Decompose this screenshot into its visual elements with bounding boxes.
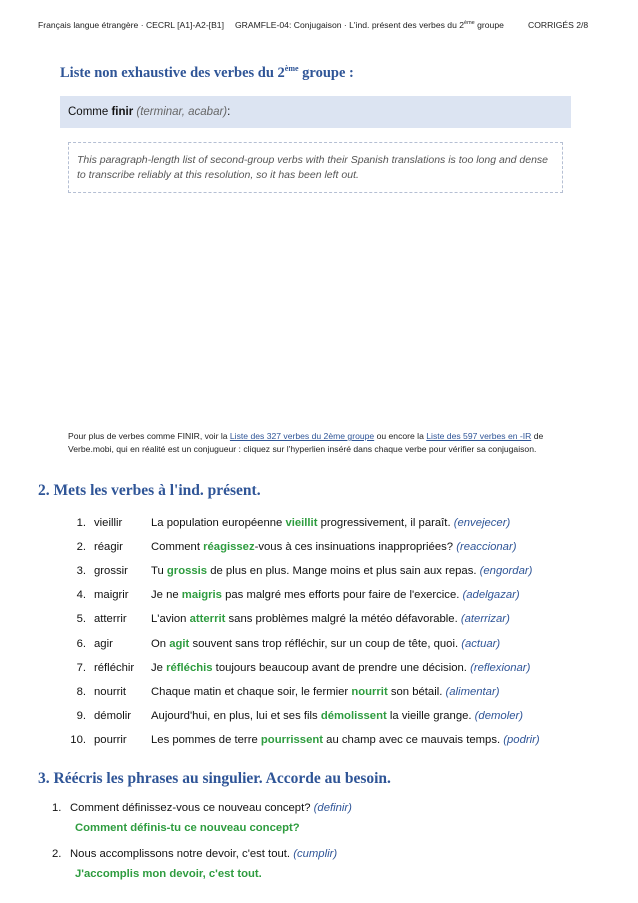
header-page-number: CORRIGÉS 2/8 (528, 20, 589, 30)
section-3-title: 3. Réécris les phrases au singulier. Accorde au besoin. (38, 770, 391, 787)
exercise-row: 4. maigrir Je ne maigris pas malgré mes efforts pour faire de l'exercice. (adelgazar) (76, 589, 520, 601)
exercise-row: 10. pourrir Les pommes de terre pourrissent au champ avec ce mauvais temps. (podrir) (70, 734, 540, 746)
exercise-row: 5. atterrir L'avion atterrit sans problèmes malgré la météo défavorable. (aterrizar) (76, 613, 510, 625)
verb-list-title: Liste non exhaustive des verbes du 2ème groupe : (60, 64, 354, 81)
verb-list-box (60, 96, 571, 461)
exercise-row: 8. nourrit Chaque matin et chaque soir, le fermier nourrit son bétail. (alimentar) (76, 686, 500, 698)
header-course: Français langue étrangère · CECRL [A1]-A2-[B1] (38, 20, 224, 30)
verb-list-omitted-notice: This paragraph-length list of second-group verbs with their Spanish translations is too long and dense to transcribe reliably at this resolution, so it has been left out. (68, 142, 563, 193)
singular-exercise-question: 2. Nous accomplissons notre devoir, c'est tout. (cumplir) (52, 848, 338, 860)
verb-list-footnote: Pour plus de verbes comme FINIR, voir la Liste des 327 verbes du 2ème groupe ou encore la Liste des 597 verbes en -IR de Verbe.mobi, qui en réalité est un conjugueur : cliquez sur l'hyperlien inséré dans chaque verbe pour vérifier sa conjugaison. (68, 431, 544, 454)
exercise-row: 6. agir On agit souvent sans trop réfléchir, sur un coup de tête, quoi. (actuar) (76, 638, 501, 650)
exercise-row: 7. réfléchir Je réfléchis toujours beaucoup avant de prendre une décision. (reflexionar) (76, 662, 531, 674)
header-topic: GRAMFLE-04: Conjugaison · L'ind. présent des verbes du 2ème groupe (235, 20, 504, 30)
singular-exercise-answer: J'accomplis mon devoir, c'est tout. (75, 868, 262, 880)
exercise-row: 1. vieillir La population européenne vieillit progressivement, il paraît. (envejecer) (76, 517, 511, 529)
exercise-row: 2. réagir Comment réagissez-vous à ces insinuations inappropriées? (reaccionar) (76, 541, 517, 553)
link-597-ir-verbs[interactable]: Liste des 597 verbes en -IR (426, 431, 532, 442)
singular-exercise-question: 1. Comment définissez-vous ce nouveau concept? (definir) (52, 802, 352, 814)
section-2-title: 2. Mets les verbes à l'ind. présent. (38, 482, 261, 499)
verb-list-box-heading: Comme finir (terminar, acabar): (60, 96, 571, 128)
exercise-row: 3. grossir Tu grossis de plus en plus. Mange moins et plus sain aux repas. (engordar) (76, 565, 533, 577)
exercise-row: 9. démolir Aujourd'hui, en plus, lui et ses fils démolissent la vieille grange. (demoler) (76, 710, 524, 722)
link-327-verbs[interactable]: Liste des 327 verbes du 2ème groupe (229, 431, 375, 442)
singular-exercise-answer: Comment définis-tu ce nouveau concept? (75, 822, 300, 834)
